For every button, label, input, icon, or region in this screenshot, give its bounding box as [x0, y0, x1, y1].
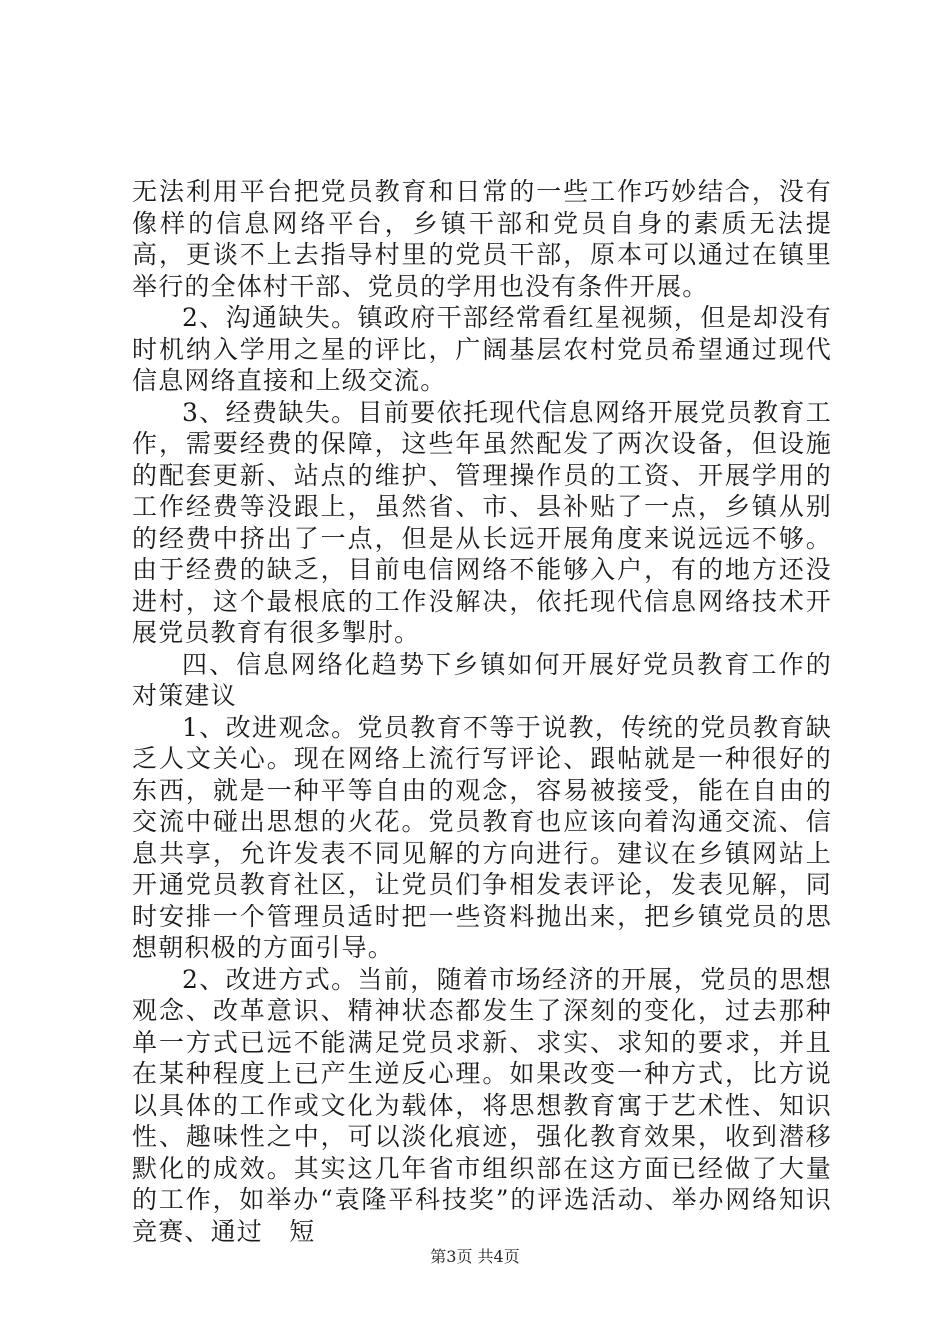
paragraph-improve-method: 2、改进方式。当前，随着市场经济的开展，党员的思想观念、改革意识、精神状态都发生了深刻的变化，过去那种单一方式已远不能满足党员求新、求实、求知的要求，并且在某种程度上已产生逆反心理。如果改变一种方式，比方说以具体的工作或文化为载体，将思想教育寓于艺术性、知识性、趣味性之中，可以淡化痕迹，强化教育效果，收到潜移默化的成效。其实这几年省市组织部在这方面已经做了大量的工作，如举办“袁隆平科技奖”的评选活动、举办网络知识竞赛、通过 短	[132, 964, 832, 1246]
section-heading-four: 四、信息网络化趋势下乡镇如何开展好党员教育工作的对策建议	[132, 649, 832, 710]
paragraph-improve-concept: 1、改进观念。党员教育不等于说教，传统的党员教育缺乏人文关心。现在网络上流行写评论、跟帖就是一种很好的东西，就是一种平等自由的观念，容易被接受，能在自由的交流中碰出思想的火花。党员教育也应该向着沟通交流、信息共享，允许发表不同见解的方向进行。建议在乡镇网站上开通党员教育社区，让党员们争相发表评论，发表见解，同时安排一个管理员适时把一些资料抛出来，把乡镇党员的思想朝积极的方面引导。	[132, 712, 832, 962]
paragraph-funding: 3、经费缺失。目前要依托现代信息网络开展党员教育工作，需要经费的保障，这些年虽然配发了两次设备，但设施的配套更新、站点的维护、管理操作员的工资、开展学用的工作经费等没跟上，虽然省、市、县补贴了一点，乡镇从别的经费中挤出了一点，但是从长远开展角度来说远远不够。由于经费的缺乏，目前电信网络不能够入户，有的地方还没进村，这个最根底的工作没解决，依托现代信息网络技术开展党员教育有很多掣肘。	[132, 397, 832, 647]
page-footer: 第3页 共4页	[430, 1247, 520, 1266]
paragraph-communication: 2、沟通缺失。镇政府干部经常看红星视频，但是却没有时机纳入学用之星的评比，广阔基层农村党员希望通过现代信息网络直接和上级交流。	[132, 303, 832, 395]
paragraph-continuation: 无法利用平台把党员教育和日常的一些工作巧妙结合，没有像样的信息网络平台，乡镇干部和党员自身的素质无法提高，更谈不上去指导村里的党员干部，原本可以通过在镇里举行的全体村干部、党员的学用也没有条件开展。	[132, 177, 832, 301]
document-body	[132, 176, 832, 1247]
